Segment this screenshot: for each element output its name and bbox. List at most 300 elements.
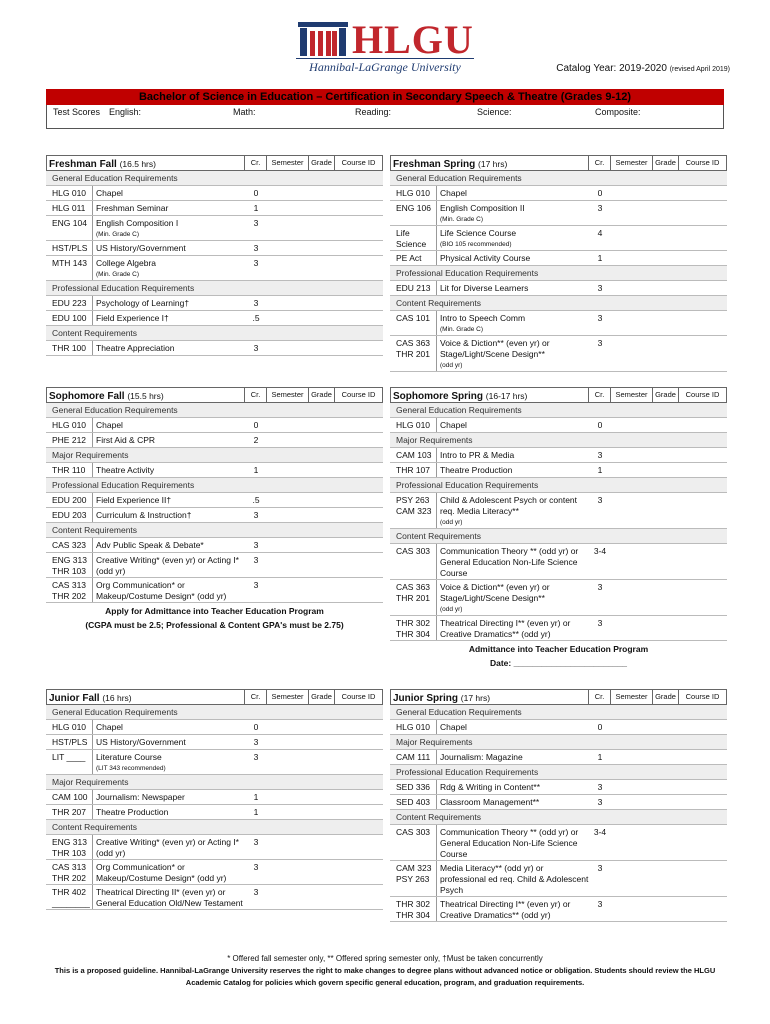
grade-cell[interactable] bbox=[653, 336, 679, 371]
course-id-cell[interactable] bbox=[335, 735, 383, 749]
course-name: Psychology of Learning† bbox=[96, 298, 190, 308]
col-course-id: Course ID bbox=[678, 388, 726, 402]
course-credits: 1 bbox=[597, 752, 603, 762]
course-code: CAS 313 THR 202 bbox=[52, 862, 87, 883]
semester-cell[interactable] bbox=[267, 750, 309, 774]
semester-title bbox=[391, 388, 588, 402]
semester-cell[interactable] bbox=[611, 720, 653, 734]
course-name-cell bbox=[92, 578, 245, 602]
semester-cell[interactable] bbox=[267, 418, 309, 432]
semester-title bbox=[47, 690, 244, 704]
col-semester: Semester bbox=[610, 690, 652, 704]
semester-cell[interactable] bbox=[267, 835, 309, 859]
course-name: Chapel bbox=[96, 420, 123, 430]
course-name: Theatre Production bbox=[440, 465, 513, 475]
course-code: CAS 313 THR 202 bbox=[52, 580, 87, 601]
course-credits: 3 bbox=[253, 580, 259, 590]
course-name-cell bbox=[436, 336, 589, 371]
semester-cell[interactable] bbox=[267, 186, 309, 200]
course-credits: 3 bbox=[597, 203, 603, 213]
grade-cell[interactable] bbox=[309, 805, 335, 819]
requirement-section-label: Professional Education Requirements bbox=[390, 765, 727, 780]
course-note: (odd yr) bbox=[440, 519, 463, 526]
semester-title bbox=[391, 156, 588, 170]
grade-cell[interactable] bbox=[653, 226, 679, 250]
course-credits: 3 bbox=[253, 752, 259, 762]
course-id-cell[interactable] bbox=[335, 720, 383, 734]
semester-cell[interactable] bbox=[267, 538, 309, 552]
semester-cell[interactable] bbox=[267, 860, 309, 884]
course-note: (Min. Grade C) bbox=[440, 326, 483, 333]
course-row bbox=[46, 790, 383, 805]
semester-cell[interactable] bbox=[611, 544, 653, 579]
semester-cell[interactable] bbox=[611, 616, 653, 640]
semester-cell[interactable] bbox=[611, 861, 653, 896]
course-id-cell[interactable] bbox=[335, 341, 383, 355]
course-code: CAS 363 THR 201 bbox=[396, 582, 431, 603]
course-id-cell[interactable] bbox=[679, 750, 727, 764]
course-id-cell[interactable] bbox=[679, 544, 727, 579]
course-name-cell bbox=[436, 580, 589, 615]
junior-spring-table bbox=[390, 689, 727, 922]
course-code: CAS 363 THR 201 bbox=[396, 338, 431, 359]
course-row bbox=[46, 835, 383, 860]
grade-cell[interactable] bbox=[653, 448, 679, 462]
grade-cell[interactable] bbox=[653, 186, 679, 200]
course-name-cell bbox=[92, 256, 245, 280]
grade-cell[interactable] bbox=[309, 256, 335, 280]
course-name: Theatrical Directing I** (even yr) or Creative Dramatics** (odd yr) bbox=[440, 618, 571, 639]
course-name: Theatrical Directing II* (even yr) or General Education Old/New Testament bbox=[96, 887, 243, 908]
course-row bbox=[390, 226, 727, 251]
semester-cell[interactable] bbox=[611, 448, 653, 462]
course-code: HLG 010 bbox=[396, 420, 431, 430]
grade-cell[interactable] bbox=[309, 885, 335, 909]
grade-cell[interactable] bbox=[653, 251, 679, 265]
course-name-cell bbox=[92, 735, 245, 749]
course-row bbox=[46, 578, 383, 603]
arch-icon bbox=[296, 18, 350, 58]
semester-cell[interactable] bbox=[611, 186, 653, 200]
course-name-cell bbox=[436, 616, 589, 640]
course-credits: 1 bbox=[253, 807, 259, 817]
semester-cell[interactable] bbox=[611, 418, 653, 432]
grade-cell[interactable] bbox=[309, 433, 335, 447]
semester-cell[interactable] bbox=[611, 493, 653, 528]
course-id-cell[interactable] bbox=[679, 825, 727, 860]
course-row bbox=[46, 341, 383, 356]
semester-cell[interactable] bbox=[267, 805, 309, 819]
grade-cell[interactable] bbox=[309, 241, 335, 255]
course-name-cell bbox=[92, 750, 245, 774]
course-code: HLG 010 bbox=[52, 722, 87, 732]
course-row bbox=[46, 433, 383, 448]
catalog-year-main: Catalog Year: 2019-2020 bbox=[556, 63, 667, 74]
col-credits: Cr. bbox=[588, 388, 610, 402]
course-id-cell[interactable] bbox=[335, 463, 383, 477]
course-row bbox=[46, 296, 383, 311]
semester-name: Junior Fall bbox=[49, 693, 100, 704]
col-semester: Semester bbox=[266, 388, 308, 402]
course-name: English Composition I bbox=[96, 218, 179, 228]
semester-cell[interactable] bbox=[611, 780, 653, 794]
grade-cell[interactable] bbox=[653, 580, 679, 615]
course-row bbox=[390, 251, 727, 266]
course-name-cell bbox=[436, 463, 589, 477]
semester-cell[interactable] bbox=[267, 885, 309, 909]
semester-cell[interactable] bbox=[611, 463, 653, 477]
course-name: Chapel bbox=[440, 420, 467, 430]
semester-name: Freshman Fall bbox=[49, 159, 117, 170]
course-credits: 3 bbox=[253, 540, 259, 550]
course-code: Life Science bbox=[396, 228, 427, 249]
course-credits: .5 bbox=[252, 495, 260, 505]
semester-cell[interactable] bbox=[267, 241, 309, 255]
reading-score: Reading: bbox=[355, 107, 392, 117]
course-row bbox=[390, 311, 727, 336]
course-id-cell[interactable] bbox=[335, 578, 383, 602]
grade-cell[interactable] bbox=[653, 616, 679, 640]
col-grade: Grade bbox=[652, 156, 678, 170]
course-row bbox=[46, 216, 383, 241]
course-credits: 3-4 bbox=[593, 546, 607, 556]
course-code: THR 110 bbox=[52, 465, 86, 475]
course-id-cell[interactable] bbox=[679, 720, 727, 734]
semester-cell[interactable] bbox=[267, 201, 309, 215]
course-code: HLG 010 bbox=[396, 722, 431, 732]
course-row bbox=[390, 418, 727, 433]
course-name-cell bbox=[436, 544, 589, 579]
course-row bbox=[46, 493, 383, 508]
course-note: (odd yr) bbox=[440, 362, 463, 369]
grade-cell[interactable] bbox=[309, 790, 335, 804]
semester-cell[interactable] bbox=[611, 580, 653, 615]
course-name: Chapel bbox=[440, 722, 467, 732]
course-id-cell[interactable] bbox=[679, 780, 727, 794]
col-grade: Grade bbox=[652, 690, 678, 704]
course-name: Theatre Activity bbox=[96, 465, 155, 475]
course-row bbox=[46, 463, 383, 478]
semester-cell[interactable] bbox=[611, 201, 653, 225]
course-name: Child & Adolescent Psych or content req. Media Literacy** bbox=[440, 495, 578, 516]
semester-cell[interactable] bbox=[611, 795, 653, 809]
grade-cell[interactable] bbox=[309, 341, 335, 355]
requirement-section-label: Major Requirements bbox=[46, 775, 383, 790]
semester-header bbox=[46, 155, 383, 171]
semester-cell[interactable] bbox=[267, 735, 309, 749]
course-name-cell bbox=[92, 216, 245, 240]
semester-cell[interactable] bbox=[611, 226, 653, 250]
course-name-cell bbox=[436, 897, 589, 921]
course-note: (odd yr) bbox=[440, 606, 463, 613]
semester-hours: (15.5 hrs) bbox=[127, 391, 164, 401]
course-name-cell bbox=[92, 538, 245, 552]
course-name: Journalism: Magazine bbox=[440, 752, 523, 762]
semester-cell[interactable] bbox=[267, 216, 309, 240]
course-name-cell bbox=[436, 720, 589, 734]
course-credits: 0 bbox=[253, 188, 259, 198]
course-credits: 3 bbox=[253, 837, 259, 847]
course-name-cell bbox=[436, 780, 589, 794]
course-row bbox=[46, 735, 383, 750]
col-course-id: Course ID bbox=[678, 156, 726, 170]
course-credits: 2 bbox=[253, 435, 259, 445]
course-row bbox=[46, 750, 383, 775]
junior-fall-table bbox=[46, 689, 383, 910]
grade-cell[interactable] bbox=[309, 296, 335, 310]
course-id-cell[interactable] bbox=[679, 448, 727, 462]
course-name: Org Communication* or Makeup/Costume Design* (odd yr) bbox=[96, 862, 227, 883]
grade-cell[interactable] bbox=[653, 281, 679, 295]
course-name: English Composition II bbox=[440, 203, 525, 213]
semester-cell[interactable] bbox=[267, 493, 309, 507]
course-name-cell bbox=[92, 186, 245, 200]
course-name: US History/Government bbox=[96, 243, 186, 253]
course-credits: 3 bbox=[597, 283, 603, 293]
semester-cell[interactable] bbox=[267, 311, 309, 325]
course-id-cell[interactable] bbox=[679, 493, 727, 528]
course-row bbox=[390, 897, 727, 922]
course-id-cell[interactable] bbox=[335, 750, 383, 774]
course-code: ENG 104 bbox=[52, 218, 87, 228]
course-row bbox=[390, 544, 727, 580]
course-credits: 3 bbox=[597, 582, 603, 592]
grade-cell[interactable] bbox=[653, 544, 679, 579]
semester-cell[interactable] bbox=[611, 251, 653, 265]
grade-cell[interactable] bbox=[653, 418, 679, 432]
semester-cell[interactable] bbox=[267, 790, 309, 804]
course-id-cell[interactable] bbox=[679, 311, 727, 335]
semester-cell[interactable] bbox=[267, 508, 309, 522]
course-id-cell[interactable] bbox=[335, 216, 383, 240]
course-code: EDU 223 bbox=[52, 298, 87, 308]
catalog-year bbox=[556, 63, 730, 74]
course-id-cell[interactable] bbox=[679, 580, 727, 615]
degree-title: Bachelor of Science in Education – Certification in Secondary Speech & Theatre (Grades 9-12) bbox=[46, 89, 724, 105]
course-code: CAM 111 bbox=[396, 752, 431, 762]
semester-cell[interactable] bbox=[267, 578, 309, 602]
course-id-cell[interactable] bbox=[335, 186, 383, 200]
grade-cell[interactable] bbox=[653, 493, 679, 528]
course-id-cell[interactable] bbox=[335, 296, 383, 310]
grade-cell[interactable] bbox=[309, 463, 335, 477]
course-code: PE Act bbox=[396, 253, 422, 263]
semester-hours: (16.5 hrs) bbox=[119, 159, 156, 169]
semester-cell[interactable] bbox=[267, 341, 309, 355]
test-scores-row bbox=[46, 105, 724, 129]
course-id-cell[interactable] bbox=[679, 251, 727, 265]
course-id-cell[interactable] bbox=[335, 508, 383, 522]
course-credits: 0 bbox=[597, 420, 603, 430]
course-code: THR 302 THR 304 bbox=[396, 618, 431, 639]
course-id-cell[interactable] bbox=[335, 241, 383, 255]
grade-cell[interactable] bbox=[653, 795, 679, 809]
requirement-section-label: Content Requirements bbox=[390, 296, 727, 311]
logo-word: HLGU bbox=[352, 17, 474, 62]
course-code: HLG 011 bbox=[52, 203, 86, 213]
sophomore-fall-table bbox=[46, 387, 383, 631]
semester-cell[interactable] bbox=[267, 553, 309, 577]
course-id-cell[interactable] bbox=[335, 493, 383, 507]
col-credits: Cr. bbox=[244, 690, 266, 704]
course-id-cell[interactable] bbox=[335, 885, 383, 909]
grade-cell[interactable] bbox=[653, 825, 679, 860]
course-name: Curriculum & Instruction† bbox=[96, 510, 192, 520]
semester-cell[interactable] bbox=[267, 296, 309, 310]
course-code: HST/PLS bbox=[52, 243, 88, 253]
grade-cell[interactable] bbox=[309, 720, 335, 734]
course-name-cell bbox=[92, 508, 245, 522]
course-credits: 0 bbox=[253, 722, 259, 732]
semester-cell[interactable] bbox=[267, 256, 309, 280]
catalog-year-revised: (revised April 2019) bbox=[669, 66, 730, 73]
col-semester: Semester bbox=[610, 388, 652, 402]
course-row bbox=[46, 720, 383, 735]
grade-cell[interactable] bbox=[309, 186, 335, 200]
grade-cell[interactable] bbox=[309, 553, 335, 577]
course-code: CAS 323 bbox=[52, 540, 87, 550]
course-id-cell[interactable] bbox=[335, 311, 383, 325]
course-id-cell[interactable] bbox=[679, 463, 727, 477]
semester-cell[interactable] bbox=[611, 336, 653, 371]
course-credits: 1 bbox=[253, 792, 259, 802]
course-name: Communication Theory ** (odd yr) or General Education Non-Life Science Course bbox=[440, 827, 579, 859]
grade-cell[interactable] bbox=[653, 780, 679, 794]
course-name-cell bbox=[92, 296, 245, 310]
course-id-cell[interactable] bbox=[679, 186, 727, 200]
course-note: (Min. Grade C) bbox=[440, 216, 483, 223]
semester-cell[interactable] bbox=[267, 433, 309, 447]
course-id-cell[interactable] bbox=[335, 256, 383, 280]
grade-cell[interactable] bbox=[309, 493, 335, 507]
course-name-cell bbox=[92, 201, 245, 215]
course-name: Creative Writing* (even yr) or Acting I* (odd yr) bbox=[96, 555, 239, 576]
course-row bbox=[46, 538, 383, 553]
admittance-note: Admittance into Teacher Education Program bbox=[468, 644, 649, 654]
course-id-cell[interactable] bbox=[679, 418, 727, 432]
course-row bbox=[46, 311, 383, 326]
course-id-cell[interactable] bbox=[335, 433, 383, 447]
course-name: Voice & Diction** (even yr) or Stage/Light/Scene Design** bbox=[440, 582, 550, 603]
semester-cell[interactable] bbox=[611, 311, 653, 335]
semester-hours: (17 hrs) bbox=[478, 159, 508, 169]
course-id-cell[interactable] bbox=[335, 201, 383, 215]
course-id-cell[interactable] bbox=[335, 553, 383, 577]
course-id-cell[interactable] bbox=[335, 538, 383, 552]
course-row bbox=[390, 281, 727, 296]
course-row bbox=[390, 780, 727, 795]
grade-cell[interactable] bbox=[653, 720, 679, 734]
semester-cell[interactable] bbox=[267, 720, 309, 734]
course-id-cell[interactable] bbox=[679, 897, 727, 921]
course-id-cell[interactable] bbox=[679, 336, 727, 371]
col-semester: Semester bbox=[610, 156, 652, 170]
course-id-cell[interactable] bbox=[335, 860, 383, 884]
course-row bbox=[390, 336, 727, 372]
course-row bbox=[46, 860, 383, 885]
grade-cell[interactable] bbox=[653, 201, 679, 225]
grade-cell[interactable] bbox=[309, 311, 335, 325]
course-row bbox=[46, 201, 383, 216]
course-code: ENG 313 THR 103 bbox=[52, 555, 87, 576]
course-id-cell[interactable] bbox=[679, 201, 727, 225]
course-id-cell[interactable] bbox=[335, 418, 383, 432]
grade-cell[interactable] bbox=[309, 735, 335, 749]
grade-cell[interactable] bbox=[653, 897, 679, 921]
course-name-cell bbox=[92, 311, 245, 325]
grade-cell[interactable] bbox=[309, 860, 335, 884]
course-id-cell[interactable] bbox=[679, 861, 727, 896]
semester-name: Sophomore Fall bbox=[49, 391, 125, 402]
grade-cell[interactable] bbox=[653, 750, 679, 764]
course-name-cell bbox=[92, 553, 245, 577]
course-row bbox=[46, 885, 383, 910]
requirement-section-label: Content Requirements bbox=[46, 820, 383, 835]
course-id-cell[interactable] bbox=[335, 805, 383, 819]
semester-cell[interactable] bbox=[611, 897, 653, 921]
course-code: EDU 213 bbox=[396, 283, 431, 293]
course-credits: 3 bbox=[597, 338, 603, 348]
grade-cell[interactable] bbox=[653, 861, 679, 896]
course-name: Org Communication* or Makeup/Costume Design* (odd yr) bbox=[96, 580, 227, 601]
col-grade: Grade bbox=[652, 388, 678, 402]
grade-cell[interactable] bbox=[653, 463, 679, 477]
freshman-spring-table bbox=[390, 155, 727, 372]
course-name: Field Experience II† bbox=[96, 495, 172, 505]
grade-cell[interactable] bbox=[309, 201, 335, 215]
semester-cell[interactable] bbox=[267, 463, 309, 477]
course-credits: 3 bbox=[597, 863, 603, 873]
grade-cell[interactable] bbox=[309, 538, 335, 552]
course-credits: 3 bbox=[253, 555, 259, 565]
course-code: CAM 323 PSY 263 bbox=[396, 863, 432, 884]
course-id-cell[interactable] bbox=[679, 616, 727, 640]
semester-cell[interactable] bbox=[611, 281, 653, 295]
english-score: English: bbox=[109, 107, 142, 117]
course-id-cell[interactable] bbox=[679, 795, 727, 809]
requirement-section-label: Professional Education Requirements bbox=[390, 266, 727, 281]
course-id-cell[interactable] bbox=[679, 226, 727, 250]
grade-cell[interactable] bbox=[309, 750, 335, 774]
semester-cell[interactable] bbox=[611, 750, 653, 764]
course-id-cell[interactable] bbox=[679, 281, 727, 295]
semester-name: Sophomore Spring bbox=[393, 391, 483, 402]
requirement-section-label: Professional Education Requirements bbox=[46, 478, 383, 493]
grade-cell[interactable] bbox=[653, 311, 679, 335]
science-score: Science: bbox=[477, 107, 512, 117]
course-name: Journalism: Newspaper bbox=[96, 792, 185, 802]
course-name-cell bbox=[436, 448, 589, 462]
course-name-cell bbox=[92, 835, 245, 859]
grade-cell[interactable] bbox=[309, 508, 335, 522]
course-id-cell[interactable] bbox=[335, 790, 383, 804]
requirement-section-label: General Education Requirements bbox=[46, 171, 383, 186]
course-name: Physical Activity Course bbox=[440, 253, 531, 263]
requirement-section-label: Professional Education Requirements bbox=[390, 478, 727, 493]
semester-cell[interactable] bbox=[611, 825, 653, 860]
course-code: THR 107 bbox=[396, 465, 431, 475]
course-id-cell[interactable] bbox=[335, 835, 383, 859]
grade-cell[interactable] bbox=[309, 216, 335, 240]
semester-header bbox=[390, 387, 727, 403]
course-name: Theatre Appreciation bbox=[96, 343, 175, 353]
grade-cell[interactable] bbox=[309, 835, 335, 859]
course-code: HST/PLS bbox=[52, 737, 88, 747]
course-name-cell bbox=[436, 418, 589, 432]
grade-cell[interactable] bbox=[309, 578, 335, 602]
grade-cell[interactable] bbox=[309, 418, 335, 432]
course-name-cell bbox=[92, 433, 245, 447]
